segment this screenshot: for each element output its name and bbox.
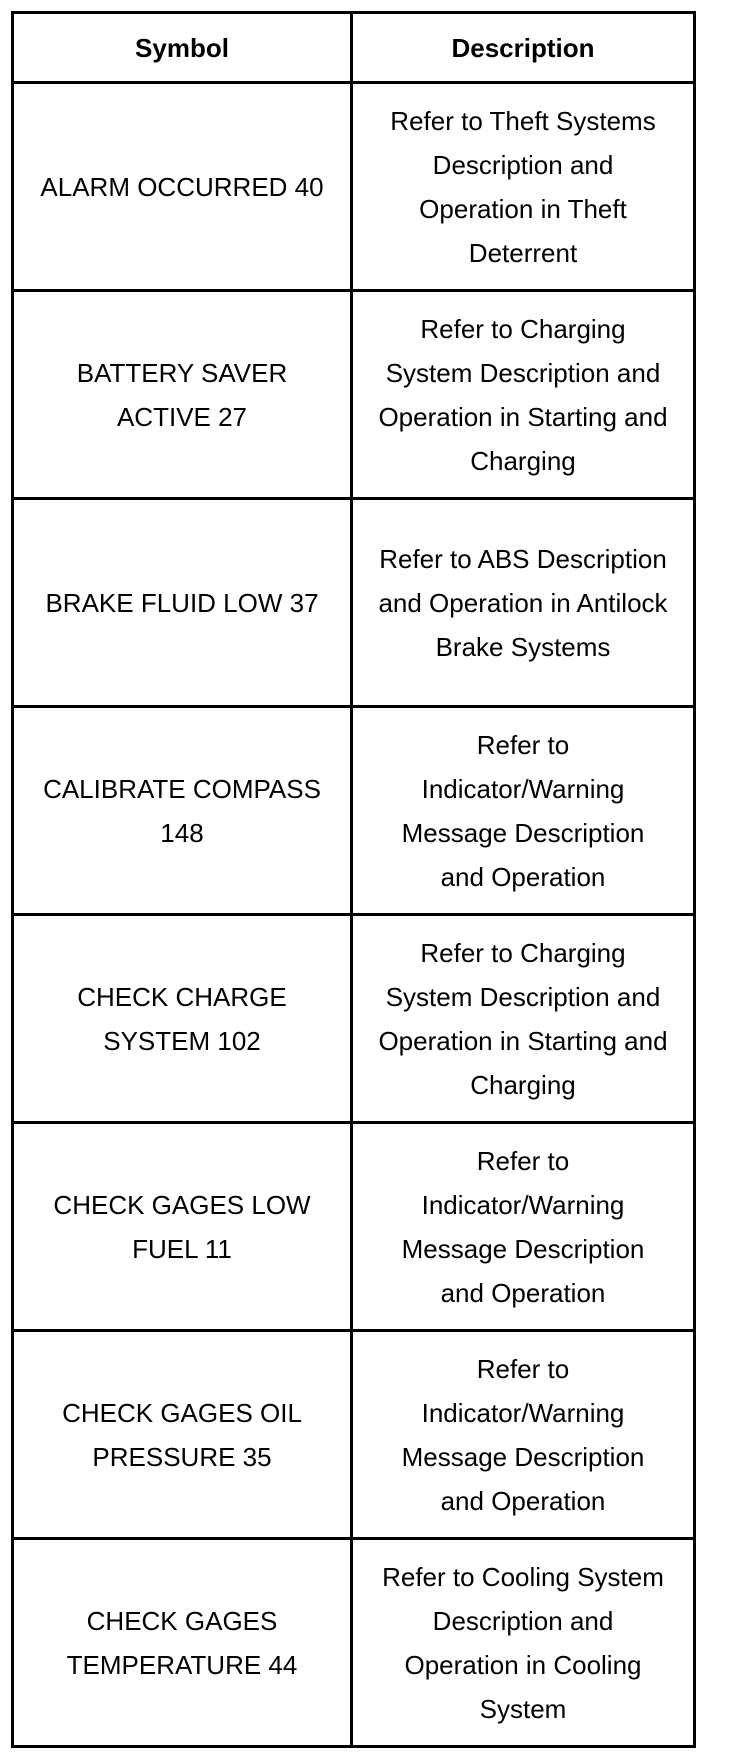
description-text: Refer to Indicator/Warning Message Description and Operation [401,729,645,892]
symbol-text: CALIBRATE COMPASS 148 [43,773,321,848]
description-cell [353,708,693,913]
table-header-row [14,14,693,84]
symbol-cell [14,1124,353,1329]
symbol-cell [14,84,353,289]
symbol-text: CHECK GAGES TEMPERATURE 44 [66,1605,298,1680]
table-row [14,500,693,708]
symbol-text: BATTERY SAVER ACTIVE 27 [76,357,288,432]
symbol-cell [14,708,353,913]
table-row [14,708,693,916]
symbol-text: BRAKE FLUID LOW 37 [45,587,319,618]
description-text: Refer to Charging System Description and Operation in Starting and Charging [378,313,668,476]
description-header-label: Description [451,32,595,63]
description-cell [353,916,693,1121]
description-text: Refer to Charging System Description and Operation in Starting and Charging [378,937,668,1100]
symbol-cell [14,916,353,1121]
symbol-cell [14,292,353,497]
table-row [14,1332,693,1540]
description-cell [353,500,693,705]
description-text: Refer to Cooling System Description and Operation in Cooling System [382,1561,664,1724]
symbol-cell [14,1540,353,1745]
description-cell [353,1332,693,1537]
description-text: Refer to Indicator/Warning Message Description and Operation [401,1353,645,1516]
description-text: Refer to Indicator/Warning Message Description and Operation [401,1145,645,1308]
description-text: Refer to ABS Description and Operation in Antilock Brake Systems [378,543,668,662]
symbol-column-header [14,14,353,81]
table-row [14,1124,693,1332]
table-row [14,1540,693,1748]
description-text: Refer to Theft Systems Description and Operation in Theft Deterrent [390,105,656,268]
description-cell [353,1124,693,1329]
description-column-header [353,14,693,81]
symbol-cell [14,1332,353,1537]
description-cell [353,84,693,289]
table-row [14,916,693,1124]
description-cell [353,1540,693,1745]
symbol-text: CHECK GAGES OIL PRESSURE 35 [62,1397,302,1472]
symbol-text: CHECK GAGES LOW FUEL 11 [53,1189,311,1264]
table-row [14,292,693,500]
symbol-text: CHECK CHARGE SYSTEM 102 [77,981,287,1056]
symbol-header-label: Symbol [135,32,229,63]
description-cell [353,292,693,497]
symbol-description-table [11,11,696,1748]
table-row [14,84,693,292]
symbol-cell [14,500,353,705]
symbol-text: ALARM OCCURRED 40 [40,171,324,202]
